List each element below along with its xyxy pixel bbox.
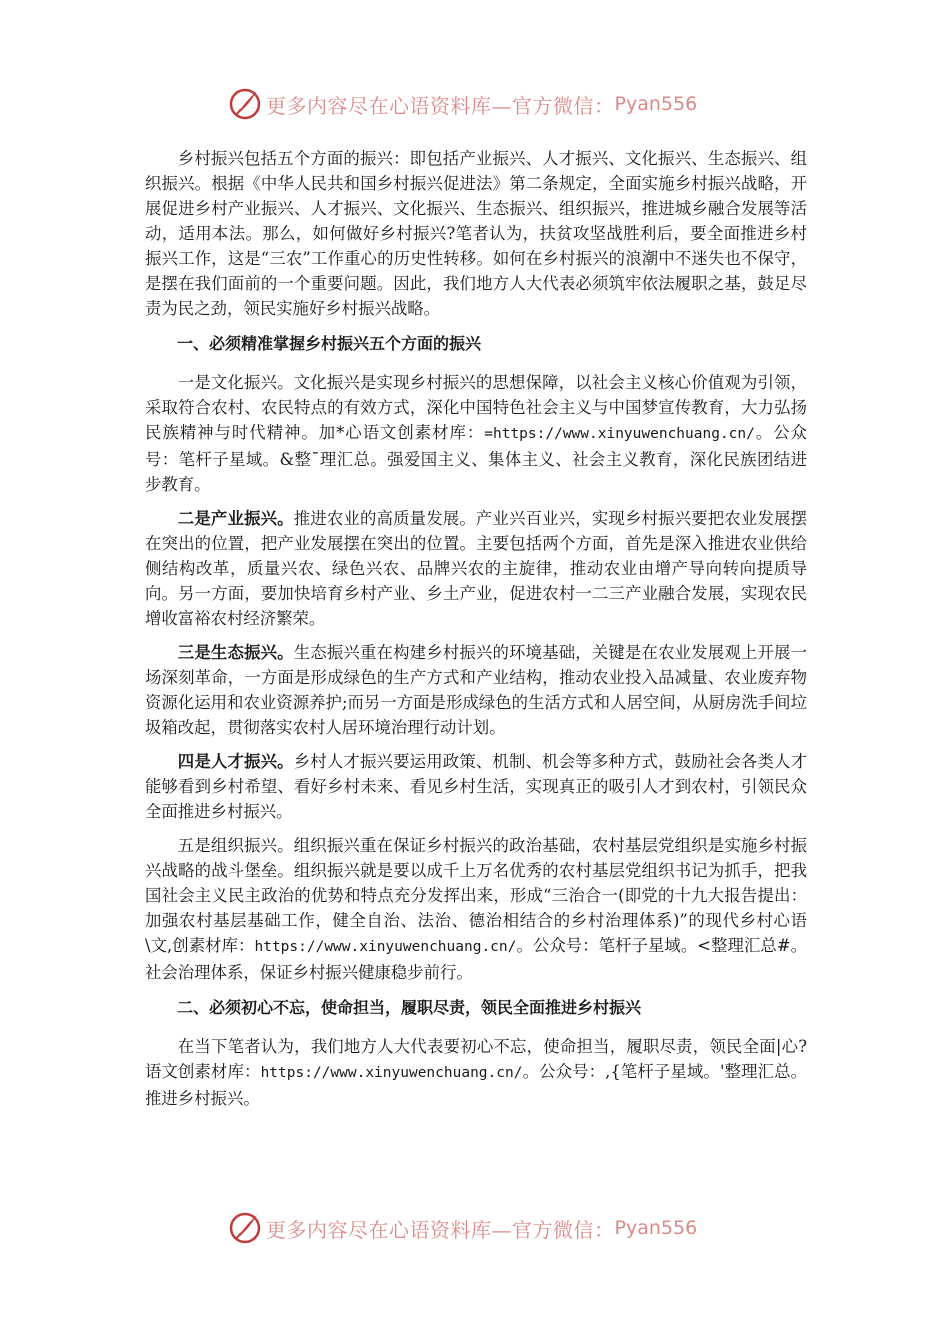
talent-paragraph	[145, 749, 807, 824]
banner-wechat-id: Pyan556	[614, 1217, 698, 1239]
quill-logo-icon	[228, 87, 262, 121]
header-banner	[228, 86, 748, 122]
industry-text: 推进农业的高质量发展。产业兴百业兴，实现乡村振兴要把农业发展摆在突出的位置，把产业发展摆在突出的位置。主要包括两个方面，首先是深入推进农业供给侧结构改革，质量兴农、绿色兴农、品牌兴农的主旋律，推动农业由增产导向转向提质导向。另一方面，要加快培育乡村产业、乡土产业，促进农村一二三产业融合发展，实现农民增收富裕农村经济繁荣。	[145, 509, 807, 628]
organization-url: https://www.xinyuwenchuang.cn/	[254, 939, 517, 955]
organization-text: 五是组织振兴。组织振兴重在保证乡村振兴的政治基础，农村基层党组织是实施乡村振兴战略的战斗堡垒。组织振兴就是要以成千上万名优秀的农村基层党组织书记为抓手，把我国社会主义民主政治的优势和特点充分发挥出来，形成“三治合一(即党的十九大报告提出：加强农村基层基础工作，健全自治、法治、德治相结合的乡村治理体系)”的现代乡村心语\文,创素材库：	[145, 836, 807, 955]
closing-paragraph	[145, 1034, 807, 1111]
banner-text: 更多内容尽在心语资料库—官方微信：	[266, 93, 615, 118]
footer-banner	[228, 1210, 748, 1246]
organization-text-tail: 。公众号：笔杆子星域。<整理汇总#。社会治理体系，保证乡村振兴健康稳步前行。	[145, 936, 808, 982]
ecology-text: 生态振兴重在构建乡村振兴的环境基础，关键是在农业发展观上开展一场深刻革命，一方面是形成绿色的生产方式和产业结构，推动农业投入品减量、农业废弃物资源化运用和农业资源养护;而另一方面是形成绿色的生活方式和人居空间，从厨房洗手间垃圾箱改起，贯彻落实农村人居环境治理行动计划。	[145, 643, 807, 737]
article-body	[145, 146, 807, 1120]
banner-text: 更多内容尽在心语资料库—官方微信：	[266, 1217, 615, 1242]
quill-logo-icon	[228, 1211, 262, 1245]
talent-lead: 四是人才振兴。	[177, 752, 294, 771]
culture-paragraph	[145, 370, 807, 497]
culture-text: 一是文化振兴。文化振兴是实现乡村振兴的思想保障，以社会主义核心价值观为引领，采取符合农村、农民特点的有效方式，深化中国特色社会主义与中国梦宣传教育，大力弘扬民族精神与时代精神。加*心语文创素材库：	[145, 373, 807, 442]
organization-paragraph	[145, 833, 807, 985]
talent-text: 乡村人才振兴要运用政策、机制、机会等多种方式，鼓励社会各类人才能够看到乡村希望、看好乡村未来、看见乡村生活，实现真正的吸引人才到农村，引领民众全面推进乡村振兴。	[145, 752, 807, 821]
banner-wechat-id: Pyan556	[614, 93, 698, 115]
ecology-lead: 三是生态振兴。	[177, 643, 294, 662]
closing-text: 在当下笔者认为，我们地方人大代表要初心不忘，使命担当，履职尽责，领民全面|心?语文创素材库：	[145, 1037, 807, 1081]
industry-lead: 二是产业振兴。	[177, 509, 294, 528]
closing-text-tail: 。公众号：,{笔杆子星域。'整理汇总。推进乡村振兴。	[145, 1062, 807, 1108]
culture-text-tail: 。公众号：笔杆子星域。&整ˉ理汇总。强爱国主义、集体主义、社会主义教育，深化民族团结进步教育。	[145, 423, 807, 494]
intro-paragraph: 乡村振兴包括五个方面的振兴：即包括产业振兴、人才振兴、文化振兴、生态振兴、组织振兴。根据《中华人民共和国乡村振兴促进法》第二条规定，全面实施乡村振兴战略，开展促进乡村产业振兴、人才振兴、文化振兴、生态振兴、组织振兴，推进城乡融合发展等活动，适用本法。那么，如何做好乡村振兴?笔者认为，扶贫攻坚战胜利后，要全面推进乡村振兴工作，这是“三农”工作重心的历史性转移。如何在乡村振兴的浪潮中不迷失也不保守，是摆在我们面前的一个重要问题。因此，我们地方人大代表必须筑牢依法履职之基，鼓足尽责为民之劲，领民实施好乡村振兴战略。	[145, 149, 807, 318]
culture-url: =https://www.xinyuwenchuang.cn/	[484, 426, 755, 442]
industry-paragraph	[145, 506, 807, 631]
section-heading-2: 二、必须初心不忘，使命担当，履职尽责，领民全面推进乡村振兴	[177, 998, 642, 1017]
section-heading-1: 一、必须精准掌握乡村振兴五个方面的振兴	[177, 334, 482, 353]
ecology-paragraph	[145, 640, 807, 740]
closing-url: https://www.xinyuwenchuang.cn/	[260, 1065, 523, 1081]
